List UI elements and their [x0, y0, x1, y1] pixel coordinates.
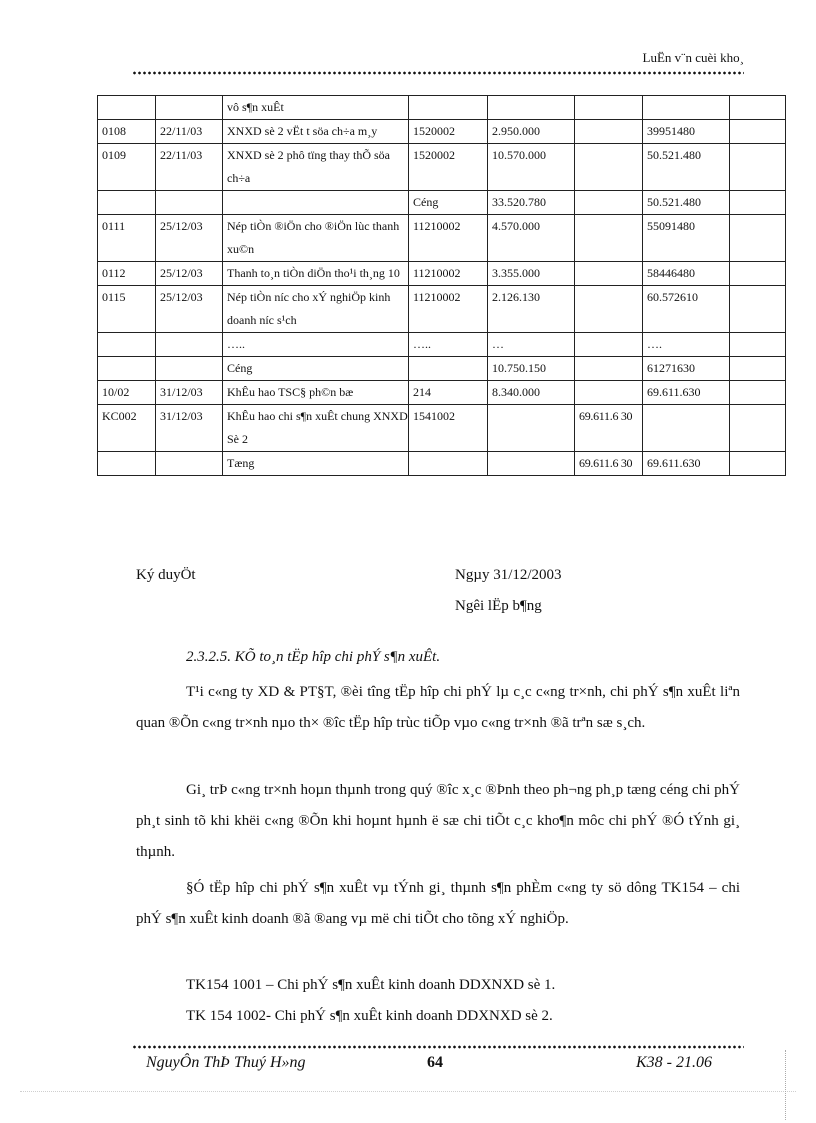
- table-cell: Céng: [409, 191, 488, 215]
- table-cell: Thanh to¸n tiÒn diÖn tho¹i th¸ng 10: [223, 262, 409, 286]
- table-cell: [730, 96, 786, 120]
- page-edge-line: [20, 1091, 796, 1093]
- table-cell: 25/12/03: [156, 215, 223, 262]
- table-row: [98, 120, 786, 144]
- table-cell: [156, 191, 223, 215]
- table-cell: [488, 405, 575, 452]
- table-cell: [575, 191, 643, 215]
- table-cell: KhÊu hao TSC§ ph©n bæ: [223, 381, 409, 405]
- table-cell: [730, 381, 786, 405]
- table-cell: 0111: [98, 215, 156, 262]
- table-row: [98, 96, 786, 120]
- table-cell: …..: [223, 333, 409, 357]
- footer-author: NguyÔn ThÞ Thuý H»ng: [146, 1054, 306, 1071]
- table-cell: KhÊu hao chi s¶n xuÊt chung XNXD Sè 2: [223, 405, 409, 452]
- table-row: [98, 381, 786, 405]
- table-row: [98, 357, 786, 381]
- table-cell: Céng: [223, 357, 409, 381]
- table-cell: …..: [409, 333, 488, 357]
- table-cell: [575, 333, 643, 357]
- table-cell: 10.570.000: [488, 144, 575, 191]
- table-cell: [488, 452, 575, 476]
- table-cell: 69.611.630: [643, 452, 730, 476]
- table-cell: 11210002: [409, 286, 488, 333]
- table-cell: XNXD sè 2 phô tïng thay thÕ söa ch÷a: [223, 144, 409, 191]
- table-cell: [575, 357, 643, 381]
- table-cell: [643, 96, 730, 120]
- table-cell: 214: [409, 381, 488, 405]
- footer-divider: [132, 1045, 744, 1049]
- table-cell: 25/12/03: [156, 286, 223, 333]
- approval-label: Ký duyÖt: [136, 567, 196, 583]
- table-cell: 25/12/03: [156, 262, 223, 286]
- table-row: [98, 333, 786, 357]
- table-cell: [730, 452, 786, 476]
- table-cell: 1520002: [409, 120, 488, 144]
- table-row: [98, 452, 786, 476]
- footer-class: K38 - 21.06: [636, 1054, 712, 1071]
- table-cell: [575, 120, 643, 144]
- table-cell: 11210002: [409, 215, 488, 262]
- table-row: [98, 262, 786, 286]
- table-cell: 2.950.000: [488, 120, 575, 144]
- table-cell: 11210002: [409, 262, 488, 286]
- table-cell: 50.521.480: [643, 144, 730, 191]
- table-cell: [730, 357, 786, 381]
- table-cell: [156, 96, 223, 120]
- table-cell: 69.611.6 30: [575, 452, 643, 476]
- table-cell: [730, 191, 786, 215]
- table-cell: [98, 191, 156, 215]
- table-cell: 69.611.6 30: [575, 405, 643, 452]
- table-cell: [223, 191, 409, 215]
- table-cell: [98, 96, 156, 120]
- date-label: Ngµy 31/12/2003: [455, 567, 562, 583]
- table-cell: [730, 333, 786, 357]
- table-cell: 1541002: [409, 405, 488, 452]
- table-cell: ….: [643, 333, 730, 357]
- table-cell: 61271630: [643, 357, 730, 381]
- header-divider: [132, 71, 744, 75]
- table-row: [98, 191, 786, 215]
- account-line-1: TK154 1001 – Chi phÝ s¶n xuÊt kinh doanh DDXNXD sè 1.: [186, 977, 556, 993]
- table-cell: [730, 215, 786, 262]
- table-cell: [730, 286, 786, 333]
- table-cell: [488, 96, 575, 120]
- table-cell: [98, 357, 156, 381]
- table-cell: [575, 286, 643, 333]
- account-line-2: TK 154 1002- Chi phÝ s¶n xuÊt kinh doanh DDXNXD sè 2.: [186, 1008, 553, 1024]
- table-cell: 4.570.000: [488, 215, 575, 262]
- table-cell: [730, 405, 786, 452]
- table-cell: KC002: [98, 405, 156, 452]
- table-cell: 0108: [98, 120, 156, 144]
- table-cell: 0115: [98, 286, 156, 333]
- table-cell: [98, 452, 156, 476]
- table-cell: 10.750.150: [488, 357, 575, 381]
- paragraph-1: T¹i c«ng ty XD & PT§T, ®èi tîng tËp hîp chi phÝ lµ c¸c c«ng tr×nh, chi phÝ s¶n xuÊt liªn quan ®Õn c«ng tr×nh nµo th× ®îc tËp hîp trùc tiÕp vµo c«ng tr×nh ®ã trªn sæ s¸ch.: [136, 684, 740, 731]
- page-number: 64: [427, 1054, 443, 1071]
- page-edge-marker: [785, 1050, 787, 1120]
- table-cell: 0109: [98, 144, 156, 191]
- table-cell: [409, 96, 488, 120]
- table-cell: Nép tiÒn níc cho xÝ nghiÖp kinh doanh níc s¹ch: [223, 286, 409, 333]
- table-cell: [156, 357, 223, 381]
- table-cell: [98, 333, 156, 357]
- table-cell: [575, 262, 643, 286]
- table-cell: 39951480: [643, 120, 730, 144]
- table-row: [98, 405, 786, 452]
- table-cell: [409, 357, 488, 381]
- table-cell: 58446480: [643, 262, 730, 286]
- document-header-title: LuËn v¨n cuèi kho¸: [642, 50, 744, 65]
- table-cell: 2.126.130: [488, 286, 575, 333]
- table-cell: [730, 262, 786, 286]
- table-cell: 0112: [98, 262, 156, 286]
- table-row: [98, 144, 786, 191]
- paragraph-2: Gi¸ trÞ c«ng tr×nh hoµn thµnh trong quý ®îc x¸c ®Þnh theo ph¬ng ph¸p tæng céng chi phÝ ph¸t sinh tõ khi khëi c«ng ®Õn khi hoµnt hµnh ë sæ chi tiÕt c¸c kho¶n môc chi phÝ ®Ó tÝnh gi¸ thµnh.: [136, 782, 740, 860]
- table-cell: [575, 96, 643, 120]
- table-row: [98, 215, 786, 262]
- table-cell: 31/12/03: [156, 405, 223, 452]
- table-cell: 22/11/03: [156, 120, 223, 144]
- ledger-table: [97, 95, 786, 476]
- table-cell: 60.572610: [643, 286, 730, 333]
- table-cell: [409, 452, 488, 476]
- table-cell: 10/02: [98, 381, 156, 405]
- table-cell: 31/12/03: [156, 381, 223, 405]
- table-cell: [156, 333, 223, 357]
- table-cell: [156, 452, 223, 476]
- table-cell: [643, 405, 730, 452]
- paragraph-3: §Ó tËp hîp chi phÝ s¶n xuÊt vµ tÝnh gi¸ thµnh s¶n phÈm c«ng ty sö dông TK154 – chi phÝ s¶n xuÊt kinh doanh ®ã ®ang vµ më chi tiÕt cho tõng xÝ nghiÖp.: [136, 880, 740, 927]
- table-cell: [730, 120, 786, 144]
- table-row: [98, 286, 786, 333]
- table-cell: Nép tiÒn ®iÖn cho ®iÖn lùc thanh xu©n: [223, 215, 409, 262]
- table-cell: …: [488, 333, 575, 357]
- table-cell: Tæng: [223, 452, 409, 476]
- table-cell: vô s¶n xuÊt: [223, 96, 409, 120]
- table-cell: 50.521.480: [643, 191, 730, 215]
- section-heading: 2.3.2.5. KÕ to¸n tËp hîp chi phÝ s¶n xuÊt.: [186, 649, 441, 665]
- table-cell: 22/11/03: [156, 144, 223, 191]
- table-cell: 1520002: [409, 144, 488, 191]
- table-cell: 55091480: [643, 215, 730, 262]
- table-cell: XNXD sè 2 vËt t söa ch÷a m¸y: [223, 120, 409, 144]
- table-cell: 3.355.000: [488, 262, 575, 286]
- table-cell: [575, 381, 643, 405]
- table-cell: 69.611.630: [643, 381, 730, 405]
- table-cell: 8.340.000: [488, 381, 575, 405]
- table-cell: [575, 144, 643, 191]
- preparer-label: Ngêi lËp b¶ng: [455, 598, 542, 614]
- table-cell: 33.520.780: [488, 191, 575, 215]
- table-cell: [575, 215, 643, 262]
- table-cell: [730, 144, 786, 191]
